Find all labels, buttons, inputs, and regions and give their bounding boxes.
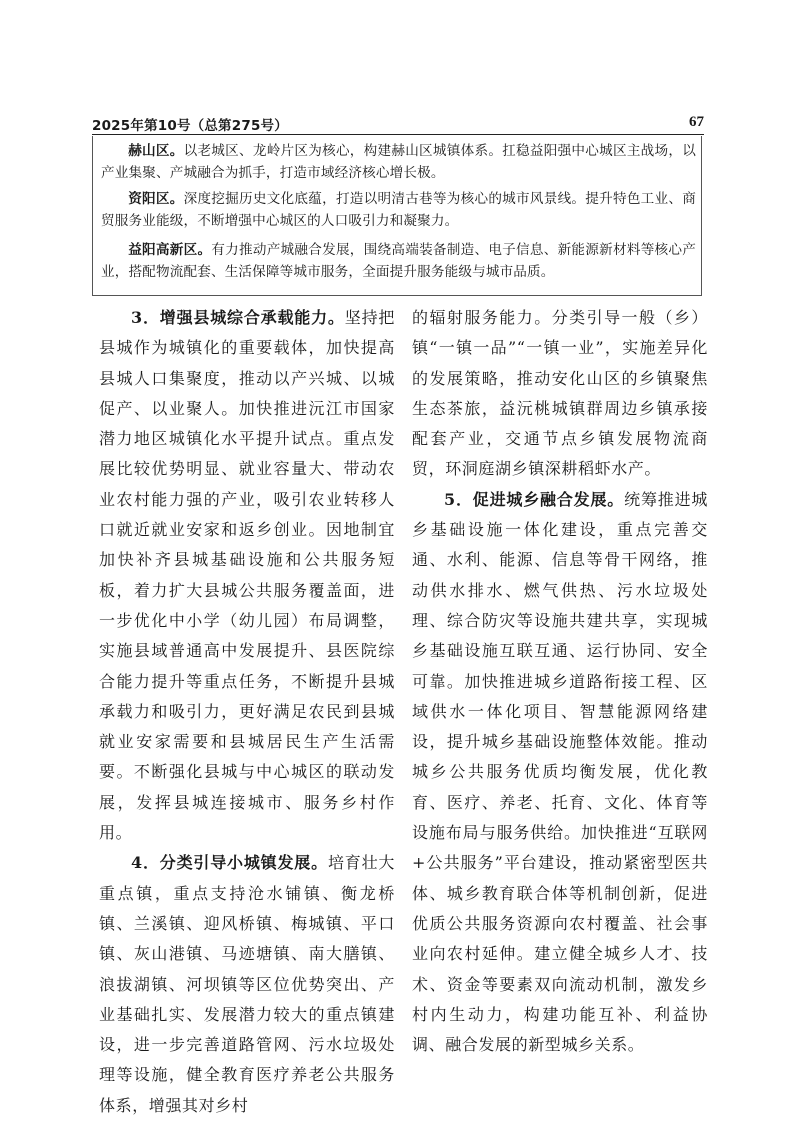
- section-4-heading: 4．分类引导小城镇发展。: [131, 853, 328, 873]
- right-column: [412, 303, 708, 1060]
- section-3-text: 坚持把县城作为城镇化的重要载体，加快提高县城人口集聚度，推动以产兴城、以城促产、以业聚人。加快推进沅江市国家潜力地区城镇化水平提升试点。重点发展比较优势明显、就业容量大、带动农业农村能力强的产业，吸引农业转移人口就近就业安家和返乡创业。因地制宜加快补齐县城基础设施和公共服务短板，着力扩大县城公共服务覆盖面，进一步优化中小学（幼儿园）布局调整，实施县域普通高中发展提升、县医院综合能力提升等重点任务，不断提升县城承载力和吸引力，更好满足农民到县城就业安家需要和县城居民生产生活需要。不断强化县城与中心城区的联动发展，发挥县城连接城市、服务乡村作用。: [99, 308, 395, 843]
- section-3-heading: 3．增强县城综合承载能力。: [131, 308, 345, 327]
- box-paragraph-gaoxin: [101, 239, 696, 283]
- box-lead-heshan: 赫山区。: [128, 143, 184, 159]
- box-lead-ziyang: 资阳区。: [128, 191, 184, 207]
- district-sidebar-box: [92, 136, 702, 296]
- running-header: [92, 114, 704, 135]
- box-lead-gaoxin: 益阳高新区。: [128, 242, 212, 258]
- section-4-text: 培育壮大重点镇，重点支持沧水铺镇、衡龙桥镇、兰溪镇、迎风桥镇、梅城镇、平口镇、灰山港镇、马迹塘镇、南大膳镇、浪拔湖镇、河坝镇等区位优势突出、产业基础扎实、发展潜力较大的重点镇建设，进一步完善道路管网、污水垃圾处理等设施，健全教育医疗养老公共服务体系，增强其对乡村: [99, 853, 395, 1115]
- section-5-paragraph: [412, 485, 708, 1061]
- box-text-gaoxin: 有力推动产城融合发展，围绕高端装备制造、电子信息、新能源新材料等核心产业，搭配物流配套、生活保障等城市服务，全面提升服务能级与城市品质。: [101, 242, 696, 280]
- box-paragraph-heshan: [101, 140, 696, 184]
- box-paragraph-ziyang: [101, 188, 696, 232]
- left-column: [99, 303, 395, 1121]
- section-5-heading: 5．促进城乡融合发展。: [444, 489, 625, 509]
- section-4-paragraph: [99, 848, 395, 1121]
- issue-label: 2025年第10号（总第275号）: [92, 118, 288, 134]
- section-3-paragraph: [99, 303, 395, 848]
- box-text-ziyang: 深度挖掘历史文化底蕴，打造以明清古巷等为核心的城市风景线。提升特色工业、商贸服务业能级，不断增强中心城区的人口吸引力和凝聚力。: [101, 191, 696, 229]
- box-text-heshan: 以老城区、龙岭片区为核心，构建赫山区城镇体系。扛稳益阳强中心城区主战场，以产业集聚、产城融合为抓手，打造市域经济核心增长极。: [101, 143, 696, 181]
- page-number: 67: [689, 114, 704, 130]
- section-5-text: 统筹推进城乡基础设施一体化建设，重点完善交通、水利、能源、信息等骨干网络，推动供水排水、燃气供热、污水垃圾处理、综合防灾等设施共建共享，实现城乡基础设施互联互通、运行协同、安全可靠。加快推进城乡道路衔接工程、区域供水一体化项目、智慧能源网络建设，提升城乡基础设施整体效能。推动城乡公共服务优质均衡发展，优化教育、医疗、养老、托育、文化、体育等设施布局与服务供给。加快推进“互联网+公共服务”平台建设，推动紧密型医共体、城乡教育联合体等机制创新，促进优质公共服务资源向农村覆盖、社会事业向农村延伸。建立健全城乡人才、技术、资金等要素双向流动机制，激发乡村内生动力，构建功能互补、利益协调、融合发展的新型城乡关系。: [412, 489, 708, 1055]
- section-4-continuation: 的辐射服务能力。分类引导一般（乡）镇“一镇一品”“一镇一业”，实施差异化的发展策略，推动安化山区的乡镇聚焦生态茶旅，益沅桃城镇群周边乡镇承接配套产业，交通节点乡镇发展物流商贸，环洞庭湖乡镇深耕稻虾水产。: [412, 308, 708, 479]
